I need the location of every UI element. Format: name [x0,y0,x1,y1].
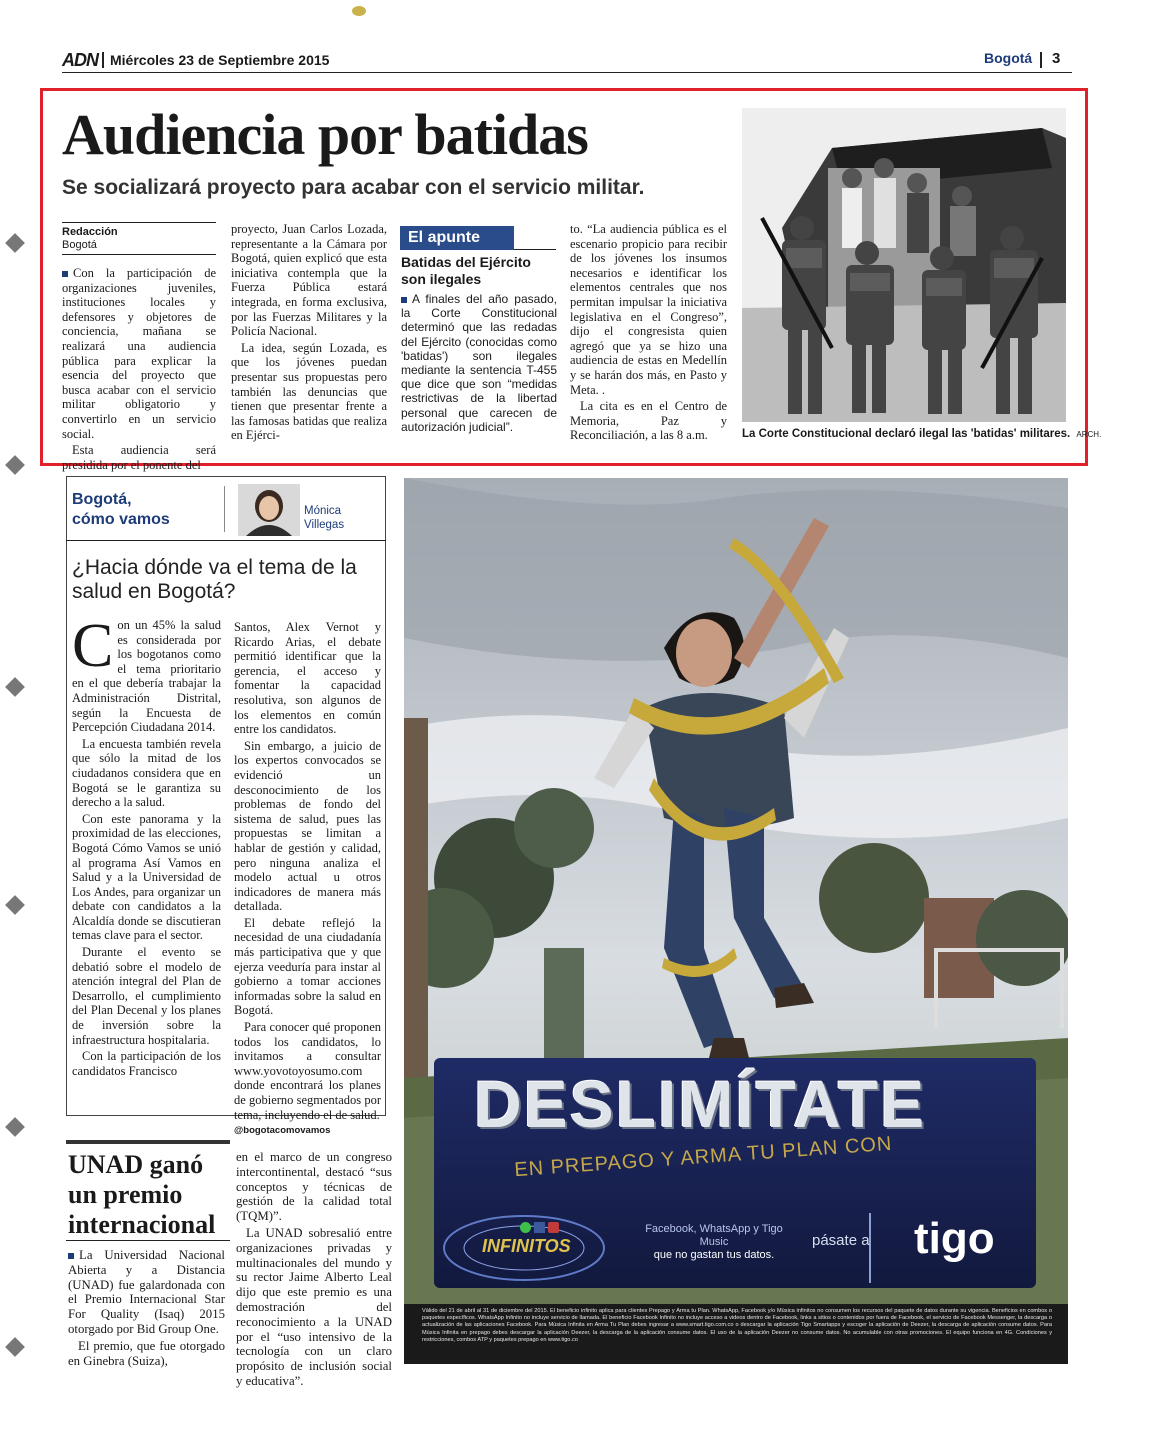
lead-column-1: Con la participación de organizaciones juveniles, instituciones locales y defensores y objetores de conciencia, mañana se realizará una audiencia pública para explicar la esencia del proyecto que busca acabar con el servicio militar obligatorio y convertirlo en un servicio social. Esta audiencia será presidida por el ponente del [62,266,216,472]
facebook-icon [534,1222,545,1233]
issue-date: Miércoles 23 de Septiembre 2015 [110,52,330,68]
column-divider [224,486,225,532]
tigo-advertisement [404,478,1068,1364]
music-icon [548,1222,559,1233]
byline-place: Bogotá [62,239,97,251]
bullet-icon [401,297,407,303]
byline-rule [62,254,216,255]
military-truck-photo [742,108,1066,422]
column-author: Mónica Villegas [304,505,345,531]
lead-column-2: proyecto, Juan Carlos Lozada, representante a la Cámara por Bogotá, quien explicó que esta iniciativa contempla que la Fuerza Pública estará integrada, en forma exclusiva, por las Fuerzas Militares y la Policía Nacional. La idea, según Lozada, es que los jóvenes puedan presentar sus propuestas pero también las denuncias que tienen que presentar frente a las famosas batidas que realiza en Ejérci- [231,222,387,443]
lead-column-4: to. “La audiencia pública es el escenario propicio para recibir de los jóvenes los insumos necesarios e identificar los elementos centrales que nos permitan impulsar la iniciativa legislativa en el Congreso”, dijo el congresista quien agregó que ya se hizo una audiencia de estas en Medellín y se harán dos más, en Pasto y Meta. . La cita es en el Centro de Memoria, Paz y Reconciliación, a las 8 a.m. [570,222,727,443]
masthead-divider [1040,52,1042,68]
binder-hole-marker [5,1117,25,1137]
unad-headline: UNAD ganó un premio internacional [68,1150,216,1239]
sidebar-label: El apunte [400,226,514,250]
infinitos-logo: INFINITOS [482,1236,571,1256]
app-icons [520,1222,559,1236]
page-number: 3 [1052,50,1061,67]
tigo-logo: tigo [914,1214,995,1263]
ad-pasate: pásate a [812,1232,870,1249]
masthead-divider [102,52,104,68]
column-handle: @bogotacomovamos [234,1125,331,1137]
column-text-2: Santos, Alex Vernot y Ricardo Arias, el debate permitió identificar que la gerencia, el acceso y fomentar la capacidad resolutiva, son algunos de los elementos en común entre los candidatos. Sin embargo, a juicio de los expertos convocados se evidenció un desconocimiento de los problemas de fondo del sistema de salud, pues las propuestas se limitan a hablar de gestión y calidad, pero ninguna analiza el modelo actual u otros indicadores de manera más detallada. El debate reflejó la necesidad de una ciudadanía más participativa que y que ejerza veeduría para instar al gobierno a tomar acciones informadas sobre la salud en Bogotá. Para conocer qué proponen todos los candidatos, lo invitamos a consultar www.yovotoyosumo.com donde encontrará los planes de gobierno segmentados por tema, incluyendo el de salud. @bogotacomovamos [234,620,381,1139]
adn-logo: ADN [62,50,98,70]
binder-hole-marker [5,677,25,697]
drop-cap: C [72,612,114,680]
ad-headline: DESLIMÍTATE [474,1067,927,1141]
ad-tagline: EN PREPAGO Y ARMA TU PLAN CON [513,1132,894,1182]
section-name: Bogotá [984,50,1033,66]
byline-role: Redacción [62,226,118,238]
sidebar-title: Batidas del Ejército son ilegales [401,254,531,287]
byline-rule [62,222,216,223]
masthead-rule [62,72,1072,73]
ad-legal-text: Válido del 21 de abril al 31 de diciembre del 2015. El beneficio infinito aplica para clientes Prepago y Arma tu Plan. WhatsApp, Facebook y/o Música infinitos no consumen los recursos del paquete de datos durante su vigencia. Beneficios en combos o paquetes específicos. WhatsApp Infinito no incluye servicio de llamada. El beneficio Facebook Infinito no incluye acceso a videos dentro de Facebook, links a sitios o contenidos por fuera de Facebook, el servicio de Facebook Messenger, la descarga o actualización de las aplicaciones Facebook. Para Música Infinita en Arma Tu Plan debes ingresar a www.smart.tigo.com.co o descargar la aplicación Tigo Smartapps y escoger la aplicación de Deezer, la descarga de aplicación consume datos. Para Música Infinita en prepago debes descargar la aplicación Deezer, la descarga de la aplicación consume datos. El uso de la aplicación Deezer no consume datos. No acumulable con otras promociones. El equipo funciona en 4G. Condiciones y restricciones, combos ATP y paquetes prepago en www.tigo.co [422,1308,1052,1343]
sidebar-rule [514,249,556,250]
binder-hole-marker [5,895,25,915]
unad-rule [66,1240,230,1241]
column-rule [66,540,386,541]
column-text-1: Con un 45% la salud es considerada por los bogotanos como el tema prioritario en el que debería trabajar la Administración Distrital, según la Encuesta de Percepción Ciudadana 2014. La encuesta también revela que sólo la mitad de los ciudadanos considera que en Bogotá se le garantiza su derecho a la salud. Con este panorama y la proximidad de las elecciones, Bogotá Cómo Vamos se unió al programa Así Vamos en Salud y a la Universidad de Los Andes, para organizar un debate con candidatos a la Alcaldía donde se discutieran temas clave para el sector. Durante el evento se debatió sobre el modelo de atención integral del Plan de Desarrollo, el cumplimiento del Plan Decenal y los planes de inversión sobre la infraestructura hospitalaria. Con la participación de los candidatos Francisco [72,612,221,1078]
lead-headline: Audiencia por batidas [62,102,588,167]
photo-credit: ARCH. [1076,430,1102,439]
avatar [238,484,300,536]
lead-subhead: Se socializará proyecto para acabar con el servicio militar. [62,176,645,199]
unad-text-2: en el marco de un congreso intercontinental, destacó “sus conceptos y técnicas de gestión de la calidad total (TQM)”. La UNAD sobresalió entre organizaciones privadas y multinacionales del mundo y su rector Jaime Alberto Leal dijo que este premio es una demostración del reconocimiento a la UNAD por el “uso intensivo de la tecnología con un claro propósito de inclusión social y educativa”. [236,1150,392,1388]
scan-mark [352,6,366,16]
binder-hole-marker [5,233,25,253]
unad-rule [66,1140,230,1144]
photo-caption: La Corte Constitucional declaró ilegal las 'batidas' militares. ARCH. [742,428,1102,440]
column-headline: ¿Hacia dónde va el tema de la salud en Bogotá? [72,556,357,603]
bullet-icon [68,1253,74,1259]
unad-text-1: La Universidad Nacional Abierta y a Distancia (UNAD) fue galardonada con el Premio Internacional Star For Quality (Isaq) 2015 otorgado por Bid Group One. El premio, que fue otorgado en Ginebra (Suiza), [68,1248,225,1368]
binder-hole-marker [5,455,25,475]
author-portrait-icon [238,484,300,536]
ad-apps: Facebook, WhatsApp y Tigo Music que no gastan tus datos. [645,1223,783,1261]
column-section-label: Bogotá, cómo vamos [72,491,170,528]
sidebar-text: A finales del año pasado, la Corte Constitucional determinó que las redadas del Ejército (conocidas como 'batidas') son ilegales mediante la sentencia T-455 que dice que son “medidas restrictivas de la libertad personal que carecen de autorización judicial”. [401,292,557,434]
bullet-icon [62,271,68,277]
binder-hole-marker [5,1337,25,1357]
whatsapp-icon [520,1222,531,1233]
photo-illustration [742,108,1066,422]
masthead [62,50,1072,72]
